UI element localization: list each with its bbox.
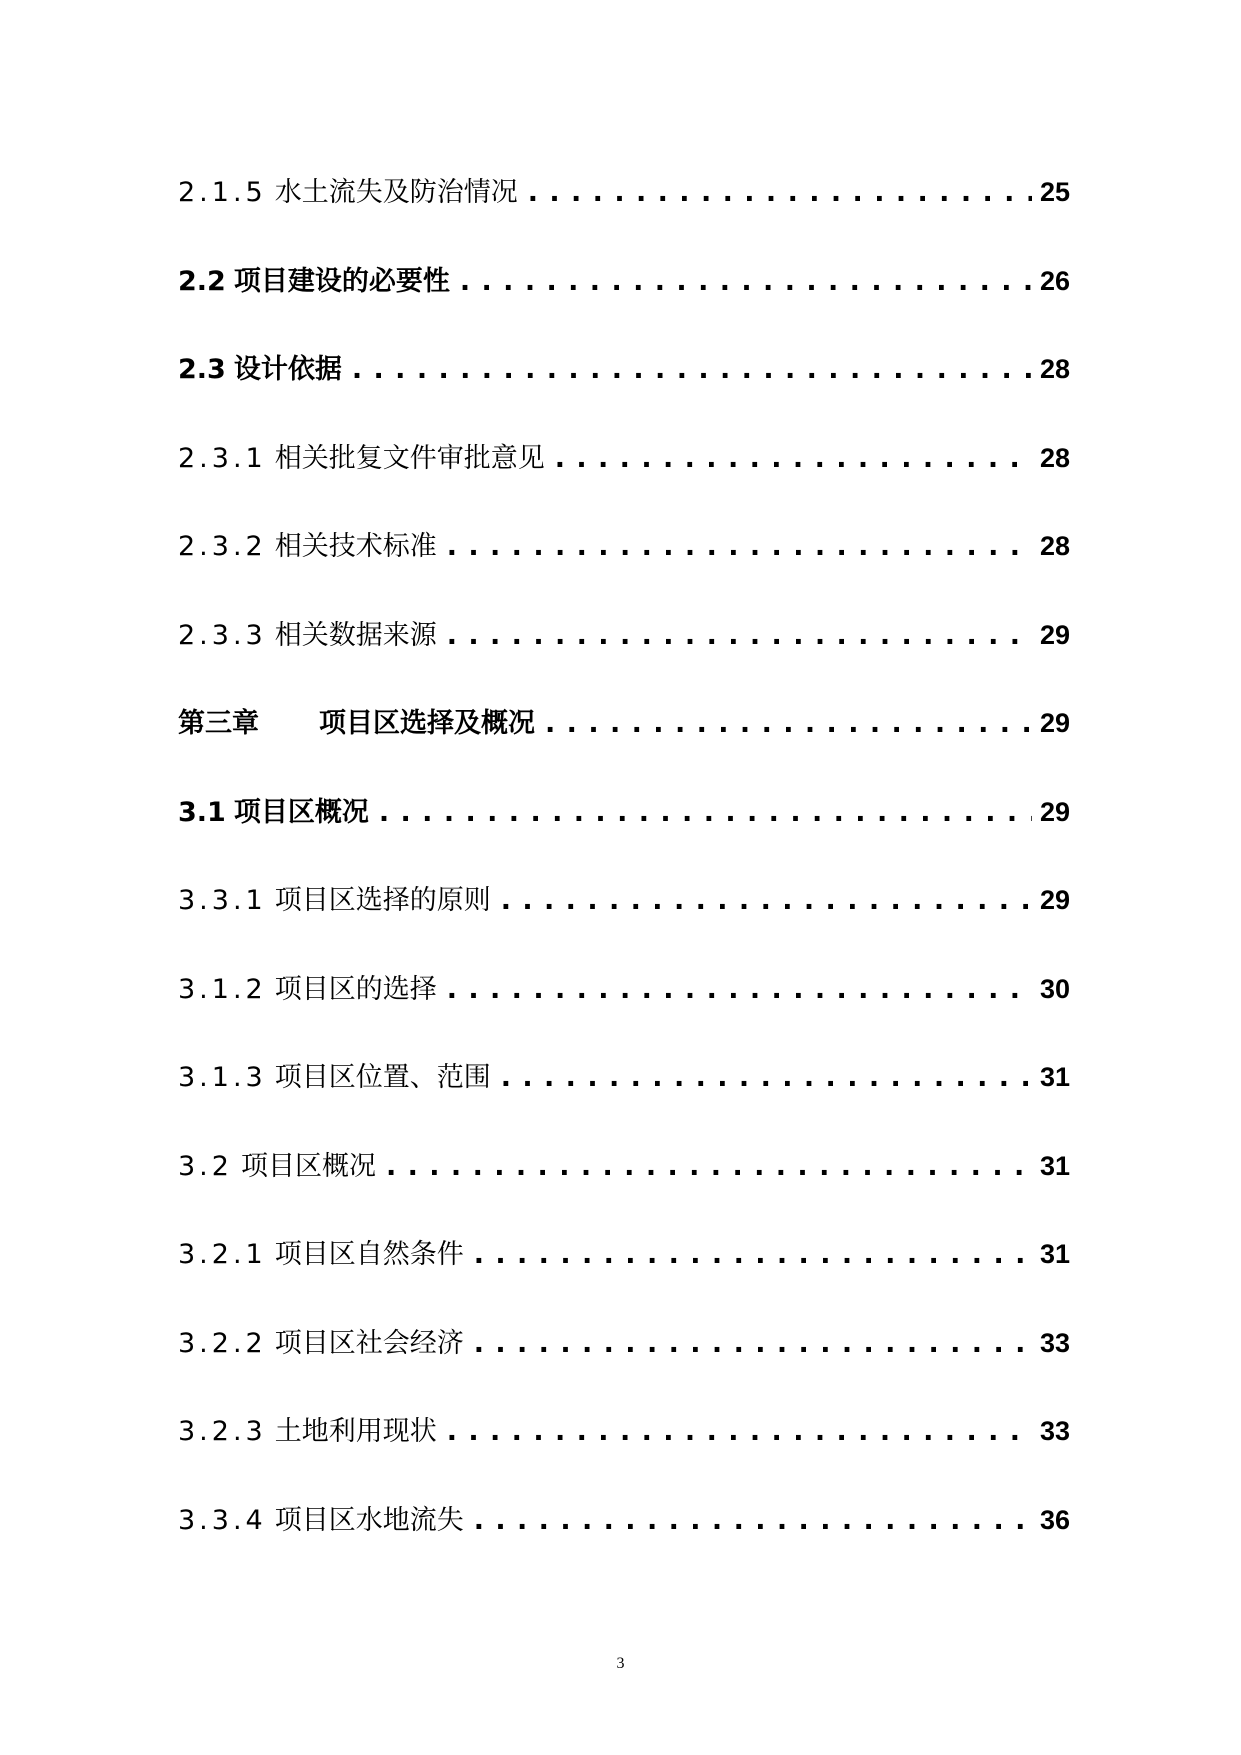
toc-entry-chapter[interactable] <box>178 703 1070 792</box>
toc-dot-leader <box>501 881 1032 921</box>
table-of-contents <box>178 172 1070 1588</box>
toc-entry-number: 3.2.3 <box>178 1416 267 1447</box>
toc-dot-leader <box>447 527 1032 567</box>
toc-entry-title: 项目区的选择 <box>274 973 437 1005</box>
toc-entry-page: 25 <box>1039 177 1070 207</box>
toc-entry-page: 29 <box>1039 619 1070 650</box>
toc-entry-number: 3.2.1 <box>178 1239 267 1270</box>
toc-entry-number: 3.1.3 <box>178 1062 267 1093</box>
toc-dot-leader <box>474 1501 1032 1541</box>
toc-dot-leader <box>474 1235 1032 1275</box>
toc-entry[interactable] <box>178 615 1070 704</box>
toc-entry[interactable] <box>178 1146 1070 1235</box>
toc-entry[interactable] <box>178 792 1070 881</box>
toc-entry-page: 29 <box>1039 885 1070 915</box>
toc-entry[interactable] <box>178 1234 1070 1323</box>
toc-entry-number: 3.2 <box>178 1150 233 1182</box>
toc-dot-leader <box>447 616 1032 656</box>
toc-entry-number: 3.3.1 <box>178 885 267 916</box>
toc-entry[interactable] <box>178 880 1070 969</box>
toc-dot-leader <box>474 1324 1032 1364</box>
toc-entry-number: 2.3.1 <box>178 442 267 474</box>
toc-entry-page: 31 <box>1039 1239 1070 1269</box>
toc-entry-title: 项目区位置、范围 <box>274 1062 491 1093</box>
toc-entry-title: 相关批复文件审批意见 <box>274 442 545 474</box>
toc-dot-leader <box>447 1412 1032 1452</box>
toc-entry-number: 3.1 <box>178 796 226 828</box>
toc-entry[interactable] <box>178 1057 1070 1146</box>
toc-entry-page: 31 <box>1039 1062 1070 1092</box>
toc-dot-leader <box>555 439 1032 479</box>
toc-entry-page: 29 <box>1039 708 1070 738</box>
toc-entry-number: 3.3.4 <box>178 1504 267 1536</box>
toc-entry-page: 28 <box>1039 531 1070 561</box>
toc-entry-title: 项目建设的必要性 <box>233 265 450 297</box>
toc-entry-page: 36 <box>1039 1504 1070 1535</box>
toc-chapter-label: 第三章 <box>178 708 259 739</box>
toc-entry-number: 2.3.3 <box>178 619 267 651</box>
toc-dot-leader <box>460 262 1032 302</box>
toc-entry-title: 项目区自然条件 <box>274 1239 464 1270</box>
toc-dot-leader <box>447 970 1032 1010</box>
toc-entry-title: 土地利用现状 <box>274 1416 437 1447</box>
toc-entry-title: 项目区概况 <box>233 796 369 828</box>
toc-entry-page: 30 <box>1039 973 1070 1004</box>
toc-dot-leader <box>379 793 1032 833</box>
toc-entry[interactable] <box>178 1323 1070 1412</box>
toc-entry-page: 33 <box>1039 1327 1070 1358</box>
toc-entry-number: 2.3.2 <box>178 531 267 562</box>
toc-entry-number: 3.1.2 <box>178 973 267 1005</box>
toc-entry[interactable] <box>178 349 1070 438</box>
toc-entry-title: 项目区选择及概况 <box>319 708 535 739</box>
toc-entry-title: 项目区选择的原则 <box>274 885 491 916</box>
toc-entry-title: 项目区概况 <box>240 1150 376 1182</box>
toc-dot-leader <box>352 350 1032 390</box>
toc-entry-number: 2.2 <box>178 265 226 297</box>
toc-entry[interactable] <box>178 261 1070 350</box>
toc-entry-title: 水土流失及防治情况 <box>274 177 518 208</box>
toc-entry-page: 33 <box>1039 1416 1070 1446</box>
toc-dot-leader <box>386 1147 1032 1187</box>
toc-entry-number: 3.2.2 <box>178 1327 267 1359</box>
toc-dot-leader <box>545 704 1032 744</box>
toc-entry-page: 31 <box>1039 1150 1070 1181</box>
toc-entry[interactable] <box>178 438 1070 527</box>
toc-entry-title: 相关技术标准 <box>274 531 437 562</box>
toc-entry-title: 设计依据 <box>233 354 342 385</box>
toc-entry-page: 28 <box>1039 442 1070 473</box>
toc-entry[interactable] <box>178 1500 1070 1589</box>
toc-entry-title: 相关数据来源 <box>274 619 437 651</box>
toc-entry-title: 项目区水地流失 <box>274 1504 464 1536</box>
toc-entry[interactable] <box>178 969 1070 1058</box>
toc-entry-page: 29 <box>1039 796 1070 827</box>
toc-entry-page: 26 <box>1039 265 1070 296</box>
toc-entry-title: 项目区社会经济 <box>274 1327 464 1359</box>
toc-entry[interactable] <box>178 1411 1070 1500</box>
toc-entry[interactable] <box>178 172 1070 261</box>
toc-dot-leader <box>528 173 1032 213</box>
toc-entry-page: 28 <box>1039 354 1070 384</box>
toc-entry[interactable] <box>178 526 1070 615</box>
toc-entry-number: 2.1.5 <box>178 177 267 208</box>
page-number: 3 <box>616 1655 625 1672</box>
toc-entry-number: 2.3 <box>178 354 226 385</box>
toc-dot-leader <box>501 1058 1032 1098</box>
